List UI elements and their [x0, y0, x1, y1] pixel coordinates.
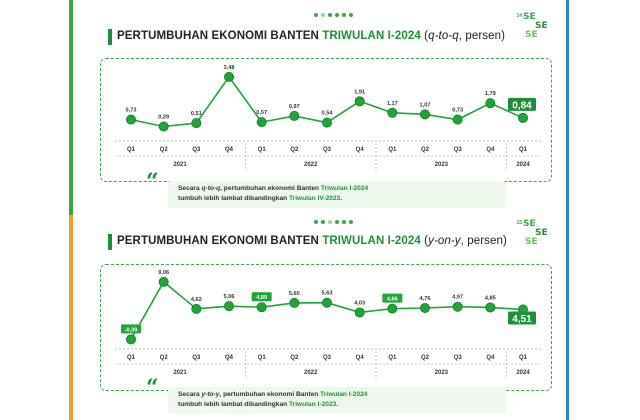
- note-highlight: Triwulan I-2024: [320, 391, 368, 398]
- data-point: [355, 97, 364, 106]
- tick-label: Q4: [486, 355, 495, 361]
- year-label: 2021: [173, 162, 187, 168]
- data-label: 1,07: [419, 102, 431, 109]
- title-main: PERTUMBUHAN EKONOMI BANTEN: [117, 235, 323, 247]
- note-text: .: [336, 401, 339, 408]
- note-text: , pertumbuhan ekonomi Banten: [220, 185, 321, 192]
- tick-label: Q2: [159, 147, 168, 153]
- quote-icon: “: [146, 375, 159, 401]
- year-label: 2021: [173, 370, 187, 376]
- tick-label: Q3: [322, 355, 332, 361]
- svg-text:SE: SE: [525, 237, 538, 247]
- data-label: 0,29: [158, 114, 170, 121]
- data-point: [224, 72, 233, 81]
- title-marker: [108, 234, 112, 250]
- tick-label: Q1: [126, 147, 136, 153]
- data-point: [322, 118, 331, 127]
- data-point: [322, 298, 331, 307]
- page-number: 14: [516, 13, 522, 19]
- title-accent: TRIWULAN I-2024: [322, 235, 421, 247]
- tick-label: Q1: [518, 355, 528, 361]
- tick-label: Q4: [224, 147, 234, 153]
- year-label: 2023: [434, 370, 449, 376]
- svg-text:SE: SE: [523, 219, 536, 229]
- tick-label: Q1: [257, 355, 266, 361]
- data-label: 0,97: [288, 103, 300, 110]
- year-label: 2023: [434, 162, 449, 168]
- data-label: 4,89: [256, 295, 268, 302]
- data-label: 4,51: [512, 314, 532, 326]
- chart-container: [100, 58, 552, 182]
- progress-dots: [314, 220, 353, 224]
- year-label: 2024: [516, 370, 530, 376]
- tick-label: Q1: [257, 147, 266, 153]
- note-text: tumbuh lebih lambat dibandingkan: [178, 195, 289, 202]
- data-label: 1,79: [484, 91, 496, 98]
- data-label: 4,66: [386, 296, 398, 303]
- tick-label: Q2: [420, 355, 430, 361]
- data-label: 0,57: [256, 110, 268, 117]
- tick-label: Q2: [420, 147, 430, 153]
- data-point: [224, 302, 233, 311]
- note-text: Secara: [178, 185, 202, 192]
- slide-q-to-q: [80, 2, 560, 212]
- data-label: 4,62: [190, 296, 202, 303]
- data-point: [290, 298, 299, 307]
- line-chart-qtoq: [101, 59, 551, 181]
- tick-label: Q3: [322, 147, 332, 153]
- summary-note: [146, 169, 506, 208]
- note-highlight: Triwulan I-2023: [289, 401, 337, 408]
- data-label: 0,84: [512, 100, 532, 112]
- accent-stripe-blue: [566, 0, 569, 420]
- tick-label: Q4: [486, 147, 495, 153]
- title-unit-close: , persen): [460, 235, 507, 247]
- tick-label: Q4: [355, 147, 364, 153]
- tick-label: Q3: [192, 355, 201, 361]
- data-point: [192, 304, 201, 313]
- note-italic: q-to-q: [201, 185, 221, 192]
- data-point: [126, 335, 135, 344]
- data-point: [388, 304, 397, 313]
- slide-y-on-y: [80, 214, 560, 420]
- year-label: 2022: [303, 162, 318, 168]
- svg-text:SE: SE: [535, 21, 548, 31]
- title-accent: TRIWULAN I-2024: [322, 30, 421, 42]
- tick-label: Q2: [290, 355, 299, 361]
- tick-label: Q2: [290, 147, 299, 153]
- title-marker: [108, 29, 112, 45]
- data-point: [257, 303, 266, 312]
- data-point: [159, 277, 168, 286]
- title-unit-close: , persen): [458, 30, 506, 42]
- tick-label: Q1: [388, 147, 397, 153]
- page-number: 15: [516, 220, 522, 226]
- note-text: Secara: [178, 391, 202, 398]
- bps-logo: [522, 10, 556, 42]
- data-point: [355, 308, 364, 317]
- title-unit-open: (: [420, 235, 429, 247]
- title-unit-open: (: [420, 30, 429, 42]
- data-label: 4,76: [419, 296, 431, 303]
- data-point: [420, 110, 429, 119]
- tick-label: Q1: [126, 355, 136, 361]
- tick-label: Q3: [453, 147, 462, 153]
- data-label: 1,91: [354, 89, 366, 96]
- note-highlight: Triwulan I-2024: [320, 185, 369, 192]
- data-point: [257, 118, 266, 127]
- data-point: [486, 99, 495, 108]
- bps-logo: [522, 217, 556, 249]
- data-label: 0,51: [190, 111, 202, 118]
- data-label: 0,73: [452, 107, 464, 114]
- data-point: [388, 108, 397, 117]
- quote-icon: “: [146, 169, 159, 195]
- data-label: -0,39: [124, 327, 138, 334]
- data-point: [420, 303, 429, 312]
- tick-label: Q4: [355, 355, 364, 361]
- data-label: 4,85: [484, 295, 496, 302]
- summary-note: [146, 375, 506, 414]
- progress-dots: [314, 13, 353, 17]
- page-title: [117, 235, 507, 247]
- title-unit-italic: q-to-q: [428, 30, 459, 42]
- note-text: .: [340, 195, 343, 202]
- data-label: 0,54: [321, 110, 333, 117]
- note-text: , pertumbuhan ekonomi Banten: [219, 391, 321, 398]
- svg-text:SE: SE: [525, 30, 538, 40]
- year-label: 2024: [516, 162, 530, 168]
- year-label: 2022: [303, 370, 318, 376]
- data-label: 3,48: [223, 64, 235, 71]
- title-unit-italic: y-on-y: [428, 235, 461, 247]
- data-point: [192, 118, 201, 127]
- data-label: 9,06: [158, 269, 170, 276]
- data-point: [453, 115, 462, 124]
- tick-label: Q1: [388, 355, 397, 361]
- data-point: [159, 122, 168, 131]
- title-main: PERTUMBUHAN EKONOMI BANTEN: [117, 30, 323, 42]
- svg-text:SE: SE: [523, 12, 536, 22]
- note-italic: y-to-y: [201, 391, 220, 398]
- data-point: [453, 302, 462, 311]
- tick-label: Q1: [518, 147, 528, 153]
- note-highlight: Triwulan IV-2023: [289, 195, 341, 202]
- data-label: 1,17: [386, 100, 398, 107]
- data-label: 5,60: [288, 290, 300, 297]
- tick-label: Q2: [159, 355, 168, 361]
- tick-label: Q4: [224, 355, 234, 361]
- data-label: 5,06: [223, 294, 235, 301]
- data-point: [518, 113, 527, 122]
- svg-text:SE: SE: [535, 228, 548, 238]
- tick-label: Q3: [192, 147, 201, 153]
- data-label: 5,63: [321, 290, 333, 297]
- data-label: 0,73: [125, 107, 137, 114]
- accent-stripe-orange: [69, 215, 73, 420]
- note-text: tumbuh lebih lambat dibandingkan: [178, 401, 289, 408]
- page-title: [117, 30, 505, 42]
- line-chart-yony: [101, 265, 551, 390]
- data-label: 4,03: [354, 300, 366, 307]
- data-point: [486, 303, 495, 312]
- data-label: 4,97: [452, 294, 464, 301]
- data-point: [290, 111, 299, 120]
- accent-stripe-green: [69, 0, 73, 215]
- tick-label: Q3: [453, 355, 462, 361]
- data-point: [126, 115, 135, 124]
